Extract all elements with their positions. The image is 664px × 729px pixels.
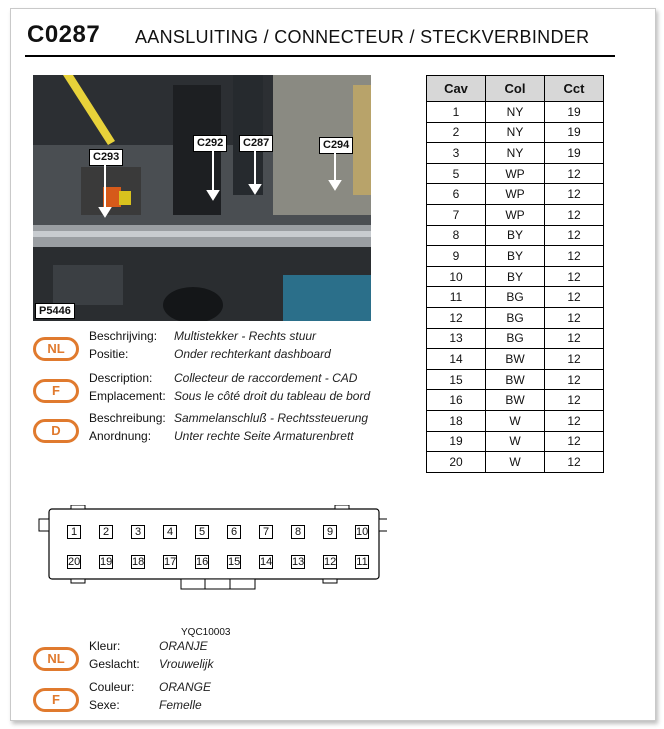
cav-cell: 7 <box>427 204 486 225</box>
col-cell: BY <box>486 246 545 267</box>
cav-cell: 11 <box>427 287 486 308</box>
callout-c292: C292 <box>193 135 227 152</box>
callout-arrows <box>33 75 371 321</box>
label: Beschrijving: <box>89 329 158 343</box>
table-row <box>427 246 604 267</box>
cct-cell: 12 <box>545 349 604 370</box>
label: Couleur: <box>89 680 135 694</box>
value: Vrouwelijk <box>159 657 214 671</box>
connector-pin: 11 <box>356 556 368 568</box>
connector-pin: 6 <box>227 525 241 539</box>
connector-pin: 17 <box>164 556 177 568</box>
cav-cell: 6 <box>427 184 486 205</box>
connector-pin: 3 <box>131 525 145 539</box>
connector-pin: 12 <box>324 556 337 568</box>
table-row <box>427 369 604 390</box>
callout-c287: C287 <box>239 135 273 152</box>
connector-pin: 10 <box>356 526 369 538</box>
cav-cell: 1 <box>427 102 486 123</box>
value: Sous le côté droit du tableau de bord <box>174 389 371 403</box>
col-cell: NY <box>486 122 545 143</box>
table-row <box>427 390 604 411</box>
table-row <box>427 287 604 308</box>
table-row <box>427 410 604 431</box>
value: ORANJE <box>159 639 208 653</box>
connector-pin: 8 <box>291 525 305 539</box>
part-number: YQC10003 <box>181 627 231 638</box>
table-row <box>427 307 604 328</box>
cav-cell: 13 <box>427 328 486 349</box>
connector-pin: 2 <box>99 525 113 539</box>
lang-badge-nl: NL <box>33 337 79 361</box>
label: Beschreibung: <box>89 411 166 425</box>
cct-cell: 12 <box>545 225 604 246</box>
col-cell: W <box>486 452 545 473</box>
col-cell: WP <box>486 184 545 205</box>
value: Femelle <box>159 698 202 712</box>
callout-c293: C293 <box>89 149 123 166</box>
col-cell: WP <box>486 163 545 184</box>
cct-cell: 12 <box>545 328 604 349</box>
col-cell: W <box>486 431 545 452</box>
col-cell: NY <box>486 143 545 164</box>
table-row <box>427 143 604 164</box>
cav-cell: 19 <box>427 431 486 452</box>
connector-pin: 7 <box>259 525 273 539</box>
cct-cell: 19 <box>545 102 604 123</box>
cct-cell: 12 <box>545 369 604 390</box>
table-row <box>427 328 604 349</box>
table-row <box>427 349 604 370</box>
lang-badge-f: F <box>33 688 79 712</box>
column-header-cct: Cct <box>545 76 604 102</box>
table-row <box>427 204 604 225</box>
cav-cell: 12 <box>427 307 486 328</box>
cav-cell: 16 <box>427 390 486 411</box>
table-header-row <box>427 76 604 102</box>
location-photo <box>33 75 371 321</box>
connector-code: C0287 <box>27 21 101 48</box>
value: Multistekker - Rechts stuur <box>174 329 317 343</box>
col-cell: BY <box>486 266 545 287</box>
cct-cell: 12 <box>545 266 604 287</box>
cav-cell: 5 <box>427 163 486 184</box>
lang-badge-nl: NL <box>33 647 79 671</box>
col-cell: NY <box>486 102 545 123</box>
value: Collecteur de raccordement - CAD <box>174 371 358 385</box>
value: Sammelanschluß - Rechtssteuerung <box>174 411 369 425</box>
document-page <box>10 8 656 721</box>
connector-pin: 9 <box>323 525 337 539</box>
page-title: AANSLUITING / CONNECTEUR / STECKVERBINDER <box>135 27 590 47</box>
cav-cell: 20 <box>427 452 486 473</box>
connector-pin: 4 <box>163 525 177 539</box>
table-row <box>427 184 604 205</box>
cct-cell: 12 <box>545 452 604 473</box>
lang-badge-f: F <box>33 379 79 403</box>
cav-cell: 14 <box>427 349 486 370</box>
table-row <box>427 431 604 452</box>
cavity-table <box>426 75 604 473</box>
connector-pin: 19 <box>100 556 113 568</box>
connector-pin: 13 <box>292 556 305 568</box>
connector-pin: 15 <box>228 556 241 568</box>
cct-cell: 12 <box>545 184 604 205</box>
connector-pin: 16 <box>196 556 209 568</box>
cct-cell: 12 <box>545 163 604 184</box>
cct-cell: 19 <box>545 143 604 164</box>
label: Geslacht: <box>89 657 140 671</box>
cct-cell: 12 <box>545 204 604 225</box>
cct-cell: 12 <box>545 390 604 411</box>
cct-cell: 12 <box>545 431 604 452</box>
table-row <box>427 122 604 143</box>
col-cell: WP <box>486 204 545 225</box>
col-cell: BG <box>486 287 545 308</box>
col-cell: W <box>486 410 545 431</box>
table-row <box>427 102 604 123</box>
column-header-cav: Cav <box>427 76 486 102</box>
label: Kleur: <box>89 639 121 653</box>
label: Description: <box>89 371 153 385</box>
cav-cell: 8 <box>427 225 486 246</box>
cct-cell: 12 <box>545 287 604 308</box>
callout-c294: C294 <box>319 137 353 154</box>
cav-cell: 2 <box>427 122 486 143</box>
cct-cell: 12 <box>545 246 604 267</box>
value: ORANGE <box>159 680 212 694</box>
cav-cell: 9 <box>427 246 486 267</box>
connector-outline <box>37 505 387 595</box>
header <box>25 23 615 57</box>
connector-pin: 20 <box>68 556 81 568</box>
value: Onder rechterkant dashboard <box>174 347 331 361</box>
connector-pin: 18 <box>132 556 145 568</box>
table-row <box>427 225 604 246</box>
connector-pin: 5 <box>195 525 209 539</box>
table-row <box>427 163 604 184</box>
column-header-col: Col <box>486 76 545 102</box>
photo-id: P5446 <box>35 303 75 319</box>
cav-cell: 3 <box>427 143 486 164</box>
col-cell: BW <box>486 349 545 370</box>
col-cell: BG <box>486 328 545 349</box>
table-row <box>427 266 604 287</box>
label: Sexe: <box>89 698 120 712</box>
table-body <box>427 102 604 473</box>
value: Unter rechte Seite Armaturenbrett <box>174 429 354 443</box>
col-cell: BY <box>486 225 545 246</box>
cav-cell: 18 <box>427 410 486 431</box>
connector-pin: 14 <box>260 556 273 568</box>
connector-pin: 1 <box>67 525 81 539</box>
col-cell: BG <box>486 307 545 328</box>
label: Anordnung: <box>89 429 152 443</box>
cct-cell: 12 <box>545 307 604 328</box>
label: Emplacement: <box>89 389 166 403</box>
cav-cell: 15 <box>427 369 486 390</box>
table-row <box>427 452 604 473</box>
label: Positie: <box>89 347 129 361</box>
cav-cell: 10 <box>427 266 486 287</box>
lang-badge-d: D <box>33 419 79 443</box>
cct-cell: 12 <box>545 410 604 431</box>
col-cell: BW <box>486 390 545 411</box>
cct-cell: 19 <box>545 122 604 143</box>
col-cell: BW <box>486 369 545 390</box>
